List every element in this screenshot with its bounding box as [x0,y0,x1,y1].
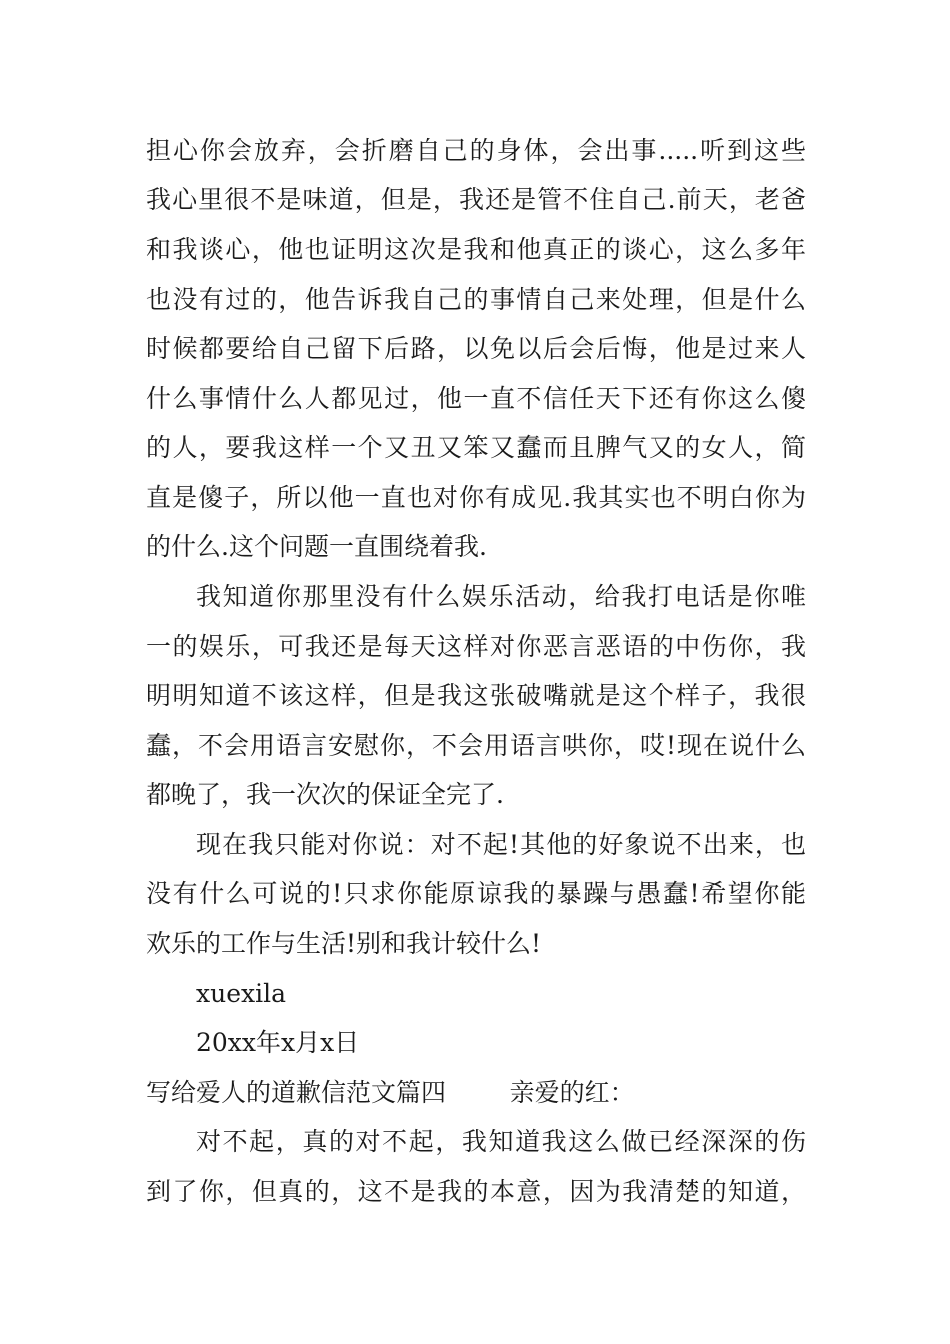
signature-date: 20xx年x月x日 [196,1028,360,1057]
text-line: 没有什么可说的!只求你能原谅我的暴躁与愚蠢!希望你能 [146,879,806,908]
text-line: 担心你会放弃，会折磨自己的身体，会出事.....听到这些 [146,136,806,165]
text-line: 时候都要给自己留下后路，以免以后会后悔，他是过来人 [146,334,806,363]
text-line: 欢乐的工作与生活!别和我计较什么! [146,929,542,958]
paragraph-first-line: 对不起，真的对不起，我知道我这么做已经深深的伤 [196,1127,806,1156]
paragraph-first-line: 现在我只能对你说：对不起!其他的好象说不出来，也 [196,830,806,859]
text-line: 什么事情什么人都见过，他一直不信任天下还有你这么傻 [146,384,806,413]
text-line: 都晚了，我一次次的保证全完了. [146,780,504,809]
text-line: 和我谈心，他也证明这次是我和他真正的谈心，这么多年 [146,235,806,264]
text-line: 的人，要我这样一个又丑又笨又蠢而且脾气又的女人，简 [146,433,806,462]
text-line: 直是傻子，所以他一直也对你有成见.我其实也不明白你为 [146,483,806,512]
text-line: 也没有过的，他告诉我自己的事情自己来处理，但是什么 [146,285,806,314]
text-line: 我心里很不是味道，但是，我还是管不住自己.前天，老爸 [146,185,806,214]
text-line: 一的娱乐，可我还是每天这样对你恶言恶语的中伤你，我 [146,632,806,661]
text-line: 明明知道不该这样，但是我这张破嘴就是这个样子，我很 [146,681,806,710]
section-heading: 写给爱人的道歉信范文篇四 亲爱的红： [146,1078,635,1107]
signature-name: xuexila [196,979,286,1008]
text-line: 蠢，不会用语言安慰你，不会用语言哄你，哎!现在说什么 [146,731,806,760]
text-line: 到了你，但真的，这不是我的本意，因为我清楚的知道， [146,1177,806,1206]
paragraph-first-line: 我知道你那里没有什么娱乐活动，给我打电话是你唯 [196,582,806,611]
text-line: 的什么.这个问题一直围绕着我. [146,532,487,561]
